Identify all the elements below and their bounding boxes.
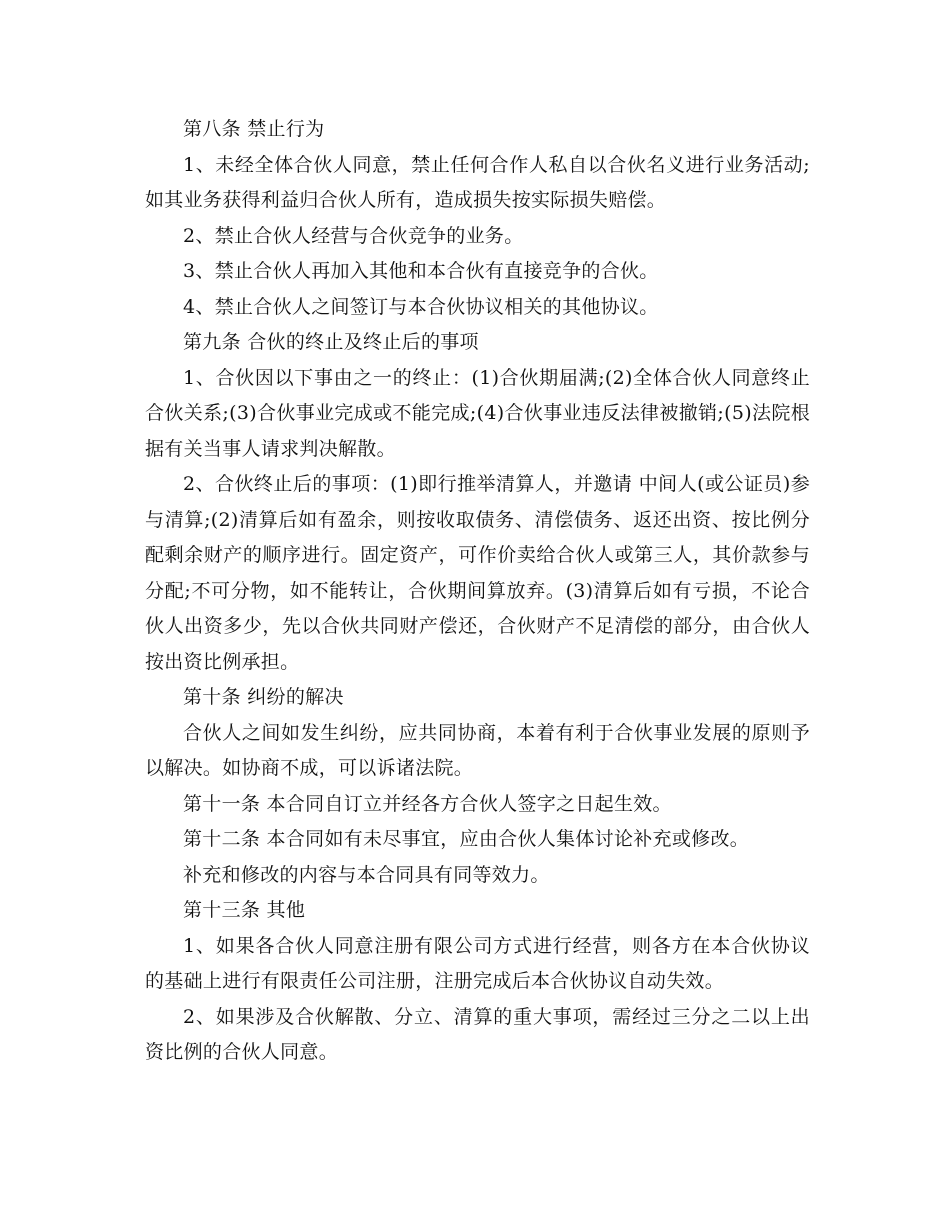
paragraph-8-3: 3、禁止合伙人再加入其他和本合伙有直接竞争的合伙。: [183, 260, 659, 282]
paragraph-10: 合伙人之间如发生纠纷，应共同协商，本着有利于合伙事业发展的原则予以解决。如协商不成，可以诉诸法院。: [145, 721, 810, 779]
paragraph-13-1: 1、如果各合伙人同意注册有限公司方式进行经营，则各方在本合伙协议的基础上进行有限责任公司注册，注册完成后本合伙协议自动失效。: [145, 934, 810, 992]
paragraph-12-supplement: 补充和修改的内容与本合同具有同等效力。: [183, 863, 550, 886]
paragraph-8-4: 4、禁止合伙人之间签订与本合伙协议相关的其他协议。: [183, 295, 659, 318]
heading-article-8: 第八条 禁止行为: [183, 118, 325, 140]
heading-article-13: 第十三条 其他: [183, 899, 306, 921]
paragraph-9-2: 2、合伙终止后的事项：(1)即行推举清算人，并邀请 中间人(或公证员)参与清算;(2)清算后如有盈余，则按收取债务、清偿债务、返还出资、按比例分配剩余财产的顺序进行。固定资产，可作价卖给合伙人或第三人，其价款参与分配;不可分物，如不能转让，合伙期间算放弃。(3)清算后如有亏损，不论合伙人出资多少，先以合伙共同财产偿还，合伙财产不足清偿的部分，由合伙人按出资比例承担。: [145, 473, 810, 673]
article-11: 第十一条 本合同自订立并经各方合伙人签字之日起生效。: [183, 792, 672, 815]
paragraph-13-2: 2、如果涉及合伙解散、分立、清算的重大事项，需经过三分之二以上出资比例的合伙人同意。: [145, 1005, 810, 1063]
heading-article-9: 第九条 合伙的终止及终止后的事项: [183, 331, 479, 353]
paragraph-8-1: 1、未经全体合伙人同意，禁止任何合作人私自以合伙名义进行业务活动;如其业务获得利益归合伙人所有，造成损失按实际损失赔偿。: [145, 153, 810, 211]
heading-article-10: 第十条 纠纷的解决: [183, 686, 344, 708]
document-page: [145, 112, 810, 1071]
article-12: 第十二条 本合同如有未尽事宜，应由合伙人集体讨论补充或修改。: [183, 828, 750, 850]
paragraph-9-1: 1、合伙因以下事由之一的终止：(1)合伙期届满;(2)全体合伙人同意终止合伙关系;(3)合伙事业完成或不能完成;(4)合伙事业违反法律被撤销;(5)法院根据有关当事人请求判决解散。: [145, 366, 810, 460]
paragraph-8-2: 2、禁止合伙人经营与合伙竞争的业务。: [183, 224, 524, 247]
